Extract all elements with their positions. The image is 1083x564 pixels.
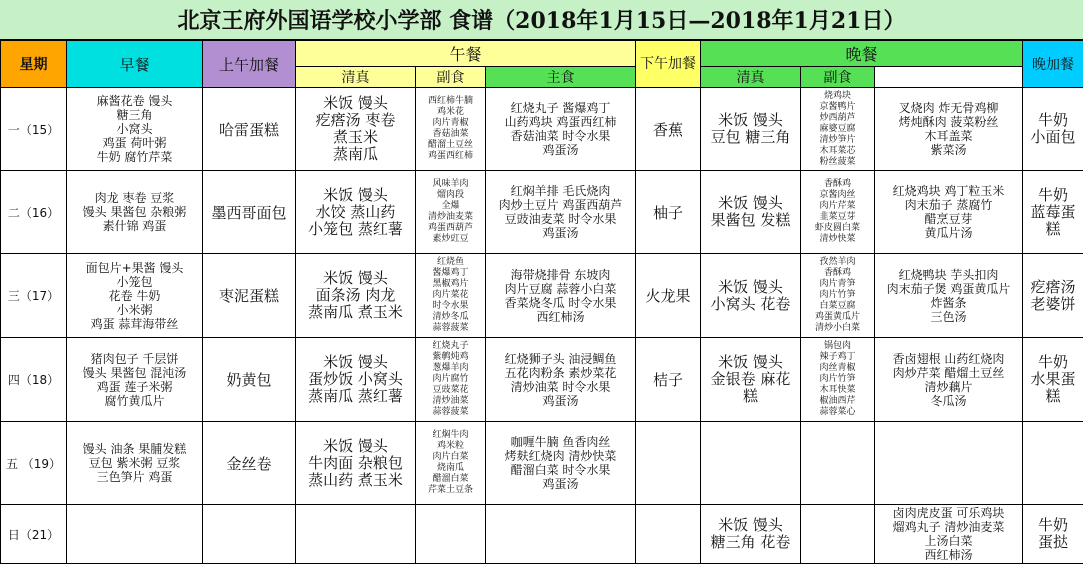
- menu-item-line: 清炒快菜: [801, 234, 874, 245]
- menu-item-line: 紫菜汤: [875, 143, 1022, 157]
- menu-item-line: 清炒油菜: [416, 396, 485, 407]
- dinner-main-cell: [701, 254, 801, 338]
- menu-item-line: 孜然羊肉: [801, 257, 874, 268]
- menu-item-line: 椒油西芹: [801, 396, 874, 407]
- header-row: [1, 41, 1083, 67]
- dinner-main-cell: [701, 88, 801, 171]
- menu-item-line: 三色笋片 鸡蛋: [67, 470, 202, 484]
- menu-item-line: 馒头 油条 果脯发糕: [67, 442, 202, 456]
- menu-item-line: 红焖羊排 毛氏烧肉: [486, 184, 635, 198]
- menu-item-line: 红烧丸子: [416, 341, 485, 352]
- menu-item-line: 上汤白菜: [875, 534, 1022, 548]
- lunch-side-cell: [486, 171, 636, 254]
- menu-item-line: 肉片竹笋: [801, 290, 874, 301]
- menu-row: [1, 505, 1083, 564]
- menu-item-line: 红烧鸡块 鸡丁粒玉米: [875, 184, 1022, 198]
- menu-item-line: 肉末茄子 蒸腐竹: [875, 198, 1022, 212]
- menu-item-line: 蒸山药 煮玉米: [296, 472, 415, 489]
- menu-item-line: 鸡蛋汤: [486, 394, 635, 408]
- lunch-side-cell: [486, 254, 636, 338]
- breakfast-cell: [67, 254, 203, 338]
- menu-row: [1, 422, 1083, 505]
- breakfast-cell: [67, 422, 203, 505]
- menu-item-line: 豆包 紫米粥 豆浆: [67, 456, 202, 470]
- menu-item-line: 鸡蛋黄瓜片: [801, 312, 874, 323]
- dinner-halal-cell: [801, 88, 875, 171]
- day-cell: 日（21）: [1, 505, 67, 564]
- late-snack-cell: [1023, 422, 1083, 505]
- lunch-halal-cell: [416, 171, 486, 254]
- late-snack-cell: [1023, 254, 1083, 338]
- menu-item-line: 豆包 糖三角: [701, 129, 800, 146]
- menu-item-line: 烤炖酥肉 菠菜粉丝: [875, 115, 1022, 129]
- menu-item-line: 金银卷 麻花: [701, 371, 800, 388]
- menu-item-line: 牛奶 腐竹芹菜: [67, 150, 202, 164]
- am-snack-cell: 哈雷蛋糕: [203, 88, 296, 171]
- lunch-main-cell: [296, 254, 416, 338]
- menu-item-line: 红烧丸子 酱爆鸡丁: [486, 101, 635, 115]
- menu-item-line: 炸酱条: [875, 296, 1022, 310]
- menu-item-line: 红焖牛肉: [416, 430, 485, 441]
- am-snack-cell: 墨西哥面包: [203, 171, 296, 254]
- menu-item-line: 香卤翅根 山药红烧肉: [875, 352, 1022, 366]
- menu-item-line: 香菇油菜: [416, 129, 485, 140]
- menu-item-line: 葱爆羊肉: [416, 363, 485, 374]
- menu-item-line: 蛋挞: [1023, 534, 1083, 551]
- menu-item-line: 豆豉菜花: [416, 385, 485, 396]
- menu-item-line: 小笼包: [67, 275, 202, 289]
- menu-item-line: 肉片竹笋: [801, 374, 874, 385]
- late-snack-cell: [1023, 505, 1083, 564]
- menu-item-line: 烧鸡块: [801, 91, 874, 102]
- lunch-side-cell: [486, 422, 636, 505]
- menu-item-line: 肉片豆腐 蒜蓉小白菜: [486, 282, 635, 296]
- page-title: 北京王府外国语学校小学部 食谱（2018年1月15日—2018年1月21日）: [0, 0, 1083, 40]
- menu-item-line: 牛奶: [1023, 354, 1083, 371]
- menu-item-line: 虾皮圆白菜: [801, 223, 874, 234]
- menu-item-line: 小米粥: [67, 303, 202, 317]
- menu-item-line: 醋溜白菜 时令水果: [486, 463, 635, 477]
- menu-item-line: 鸡蛋汤: [486, 143, 635, 157]
- menu-item-line: 小窝头 花卷: [701, 296, 800, 313]
- menu-item-line: 水果蛋: [1023, 371, 1083, 388]
- menu-item-line: 西红柿牛腩: [416, 96, 485, 107]
- menu-item-line: 芹菜土豆条: [416, 485, 485, 496]
- menu-item-line: 五花肉粉条 素炒菜花: [486, 366, 635, 380]
- day-cell: 一（15）: [1, 88, 67, 171]
- menu-item-line: 木耳菜芯: [801, 146, 874, 157]
- menu-item-line: 米饭 馒头: [296, 187, 415, 204]
- menu-item-line: 肉片青椒: [416, 118, 485, 129]
- menu-item-line: 肉片菜花: [416, 290, 485, 301]
- menu-item-line: 肉丝青椒: [801, 363, 874, 374]
- menu-item-line: 糕: [1023, 221, 1083, 238]
- menu-item-line: 牛奶: [1023, 112, 1083, 129]
- lunch-side-cell: [486, 338, 636, 422]
- late-snack-cell: [1023, 338, 1083, 422]
- menu-item-line: 猪肉包子 千层饼: [67, 352, 202, 366]
- menu-item-line: 鸡蛋汤: [486, 226, 635, 240]
- menu-item-line: 肉片腐竹: [416, 374, 485, 385]
- menu-item-line: 麻酱花卷 馒头: [67, 94, 202, 108]
- menu-row: [1, 88, 1083, 171]
- menu-item-line: 醋溜土豆丝: [416, 140, 485, 151]
- menu-item-line: 清炒油麦菜: [416, 212, 485, 223]
- dinner-halal-cell: [801, 505, 875, 564]
- menu-item-line: 老婆饼: [1023, 296, 1083, 313]
- menu-item-line: 米饭 馒头: [701, 112, 800, 129]
- menu-item-line: 米饭 馒头: [296, 438, 415, 455]
- lunch-side-cell: [486, 505, 636, 564]
- menu-item-line: 鸡蛋 莲子米粥: [67, 380, 202, 394]
- dinner-main-cell: [701, 338, 801, 422]
- lunch-halal-cell: [416, 338, 486, 422]
- dinner-side-cell: [875, 338, 1023, 422]
- menu-item-line: 肉末茄子煲 鸡蛋黄瓜片: [875, 282, 1022, 296]
- menu-item-line: 烤麸红烧肉 清炒快菜: [486, 449, 635, 463]
- am-snack-cell: 奶黄包: [203, 338, 296, 422]
- menu-item-line: 黑椒鸡片: [416, 279, 485, 290]
- breakfast-cell: [67, 338, 203, 422]
- lunch-main-cell: [296, 505, 416, 564]
- header-late-snack: 晚加餐: [1023, 41, 1083, 88]
- menu-row: [1, 171, 1083, 254]
- menu-item-line: 清炒笋片: [801, 135, 874, 146]
- menu-item-line: 牛奶: [1023, 187, 1083, 204]
- pm-snack-cell: 桔子: [636, 338, 701, 422]
- menu-item-line: 鸡蛋汤: [486, 477, 635, 491]
- header-dinner-side: 副食: [801, 67, 875, 88]
- menu-item-line: 时令水果: [416, 301, 485, 312]
- header-day: 星期: [1, 41, 67, 88]
- menu-item-line: 米饭 馒头: [296, 270, 415, 287]
- menu-item-line: 肉片青笋: [801, 279, 874, 290]
- menu-item-line: 冬瓜汤: [875, 394, 1022, 408]
- menu-item-line: 鸡蛋 荷叶粥: [67, 136, 202, 150]
- menu-item-line: 卤肉虎皮蛋 可乐鸡块: [875, 506, 1022, 520]
- header-am-snack: 上午加餐: [203, 41, 296, 88]
- menu-item-line: 咖喱牛腩 鱼香肉丝: [486, 435, 635, 449]
- menu-item-line: 清炒藕片: [875, 380, 1022, 394]
- menu-item-line: 蒸南瓜: [296, 146, 415, 163]
- dinner-halal-cell: [801, 422, 875, 505]
- menu-item-line: 香菜烧冬瓜 时令水果: [486, 296, 635, 310]
- day-cell: 三（17）: [1, 254, 67, 338]
- breakfast-cell: [67, 171, 203, 254]
- menu-item-line: 辣子鸡丁: [801, 352, 874, 363]
- menu-item-line: 鸡蛋西红柿: [416, 151, 485, 162]
- lunch-main-cell: [296, 422, 416, 505]
- menu-item-line: 蓝莓蛋: [1023, 204, 1083, 221]
- lunch-halal-cell: [416, 505, 486, 564]
- menu-item-line: 蛋炒饭 小窝头: [296, 371, 415, 388]
- menu-item-line: 全爆: [416, 201, 485, 212]
- menu-item-line: 米饭 馒头: [701, 354, 800, 371]
- menu-item-line: 米饭 馒头: [701, 195, 800, 212]
- menu-item-line: 糕: [1023, 388, 1083, 405]
- lunch-main-cell: [296, 88, 416, 171]
- pm-snack-cell: 火龙果: [636, 254, 701, 338]
- header-lunch-side: 副食: [416, 67, 486, 88]
- menu-item-line: 肉炒土豆片 鸡蛋西葫芦: [486, 198, 635, 212]
- pm-snack-cell: [636, 505, 701, 564]
- menu-item-line: 牛肉面 杂粮包: [296, 455, 415, 472]
- menu-item-line: 木耳盖菜: [875, 129, 1022, 143]
- menu-item-line: 粉丝菠菜: [801, 157, 874, 168]
- menu-item-line: 小窝头: [67, 122, 202, 136]
- dinner-side-cell: [875, 422, 1023, 505]
- menu-item-line: 牛奶: [1023, 517, 1083, 534]
- menu-item-line: 麻婆豆腐: [801, 124, 874, 135]
- dinner-main-cell: [701, 505, 801, 564]
- menu-item-line: 炒西葫芦: [801, 113, 874, 124]
- day-cell: 四（18）: [1, 338, 67, 422]
- menu-item-line: 西红柿汤: [875, 548, 1022, 562]
- menu-item-line: 糖三角: [67, 108, 202, 122]
- menu-item-line: 香菇油菜 时令水果: [486, 129, 635, 143]
- dinner-side-cell: [875, 505, 1023, 564]
- menu-item-line: 三色汤: [875, 310, 1022, 324]
- menu-item-line: 清炒油菜 时令水果: [486, 380, 635, 394]
- menu-item-line: 馒头 果酱包 杂粮粥: [67, 205, 202, 219]
- menu-item-line: 木耳快菜: [801, 385, 874, 396]
- menu-item-line: 韭菜豆芽: [801, 212, 874, 223]
- menu-item-line: 京酱肉丝: [801, 190, 874, 201]
- menu-item-line: 豆豉油麦菜 时令水果: [486, 212, 635, 226]
- menu-item-line: 熘肉段: [416, 190, 485, 201]
- menu-item-line: 素什锦 鸡蛋: [67, 219, 202, 233]
- menu-item-line: 西红柿汤: [486, 310, 635, 324]
- menu-item-line: 肉炒芹菜 醋熘土豆丝: [875, 366, 1022, 380]
- menu-item-line: 小笼包 蒸红薯: [296, 221, 415, 238]
- lunch-main-cell: [296, 338, 416, 422]
- pm-snack-cell: [636, 422, 701, 505]
- menu-item-line: 蒜蓉菜心: [801, 407, 874, 418]
- menu-item-line: 肉龙 枣卷 豆浆: [67, 191, 202, 205]
- menu-item-line: 肉片白菜: [416, 452, 485, 463]
- late-snack-cell: [1023, 171, 1083, 254]
- menu-item-line: 水饺 蒸山药: [296, 204, 415, 221]
- menu-item-line: 清炒小白菜: [801, 323, 874, 334]
- lunch-halal-cell: [416, 422, 486, 505]
- header-pm-snack: 下午加餐: [636, 41, 701, 88]
- menu-item-line: 红烧狮子头 油浸鲷鱼: [486, 352, 635, 366]
- menu-item-line: 醋溜白菜: [416, 474, 485, 485]
- dinner-main-cell: [701, 171, 801, 254]
- pm-snack-cell: 柚子: [636, 171, 701, 254]
- menu-item-line: 烧南瓜: [416, 463, 485, 474]
- menu-item-line: 红烧鸭块 芋头扣肉: [875, 268, 1022, 282]
- menu-item-line: 糖三角 花卷: [701, 534, 800, 551]
- lunch-side-cell: [486, 88, 636, 171]
- menu-item-line: 煮玉米: [296, 129, 415, 146]
- menu-item-line: 熘鸡丸子 清炒油麦菜: [875, 520, 1022, 534]
- dinner-side-cell: [875, 88, 1023, 171]
- menu-item-line: 风味羊肉: [416, 179, 485, 190]
- menu-row: [1, 254, 1083, 338]
- header-dinner-halal: 清真: [701, 67, 801, 88]
- header-breakfast: 早餐: [67, 41, 203, 88]
- menu-item-line: 黄瓜片汤: [875, 226, 1022, 240]
- menu-item-line: 面条汤 肉龙: [296, 287, 415, 304]
- lunch-halal-cell: [416, 254, 486, 338]
- menu-item-line: 蒜蓉菠菜: [416, 323, 485, 334]
- menu-item-line: 疙瘩汤: [1023, 279, 1083, 296]
- breakfast-cell: [67, 505, 203, 564]
- menu-item-line: 海带烧排骨 东坡肉: [486, 268, 635, 282]
- dinner-halal-cell: [801, 338, 875, 422]
- day-cell: 二（16）: [1, 171, 67, 254]
- header-lunch: 午餐: [296, 41, 636, 67]
- menu-item-line: 糕: [701, 388, 800, 405]
- menu-table: [0, 40, 1083, 564]
- late-snack-cell: [1023, 88, 1083, 171]
- menu-item-line: 锅包肉: [801, 341, 874, 352]
- menu-item-line: 腐竹黄瓜片: [67, 394, 202, 408]
- menu-item-line: 果酱包 发糕: [701, 212, 800, 229]
- header-dinner: 晚餐: [701, 41, 1023, 67]
- header-dinner-main: 主食: [486, 67, 636, 88]
- menu-row: [1, 338, 1083, 422]
- header-lunch-halal: 清真: [296, 67, 416, 88]
- am-snack-cell: 枣泥蛋糕: [203, 254, 296, 338]
- menu-item-line: 酱爆鸡丁: [416, 268, 485, 279]
- menu-item-line: 面包片+果酱 馒头: [67, 261, 202, 275]
- menu-item-line: 红烧鱼: [416, 257, 485, 268]
- menu-item-line: 京酱鸭片: [801, 102, 874, 113]
- day-cell: 五 （19）: [1, 422, 67, 505]
- am-snack-cell: [203, 505, 296, 564]
- menu-item-line: 鸡蛋西葫芦: [416, 223, 485, 234]
- dinner-main-cell: [701, 422, 801, 505]
- dinner-halal-cell: [801, 254, 875, 338]
- menu-item-line: 清炒冬瓜: [416, 312, 485, 323]
- menu-item-line: 花卷 牛奶: [67, 289, 202, 303]
- menu-item-line: 米饭 馒头: [296, 95, 415, 112]
- menu-item-line: 疙瘩汤 枣卷: [296, 112, 415, 129]
- menu-item-line: 馒头 果酱包 混沌汤: [67, 366, 202, 380]
- dinner-halal-cell: [801, 171, 875, 254]
- dinner-side-cell: [875, 254, 1023, 338]
- lunch-halal-cell: [416, 88, 486, 171]
- menu-item-line: 米饭 馒头: [701, 517, 800, 534]
- menu-item-line: 蒸南瓜 蒸红薯: [296, 388, 415, 405]
- lunch-main-cell: [296, 171, 416, 254]
- dinner-side-cell: [875, 171, 1023, 254]
- menu-item-line: 山药鸡块 鸡蛋西红柿: [486, 115, 635, 129]
- menu-item-line: 白菜豆腐: [801, 301, 874, 312]
- menu-item-line: 蒜蓉菠菜: [416, 407, 485, 418]
- menu-item-line: 叉烧肉 炸无骨鸡柳: [875, 101, 1022, 115]
- menu-item-line: 醋烹豆芽: [875, 212, 1022, 226]
- breakfast-cell: [67, 88, 203, 171]
- am-snack-cell: 金丝卷: [203, 422, 296, 505]
- menu-item-line: 香酥鸡: [801, 268, 874, 279]
- menu-item-line: 蒸南瓜 煮玉米: [296, 304, 415, 321]
- menu-item-line: 米饭 馒头: [701, 279, 800, 296]
- menu-item-line: 米饭 馒头: [296, 354, 415, 371]
- menu-item-line: 香酥鸡: [801, 179, 874, 190]
- menu-item-line: 素炒豇豆: [416, 234, 485, 245]
- pm-snack-cell: 香蕉: [636, 88, 701, 171]
- menu-item-line: 小面包: [1023, 129, 1083, 146]
- menu-item-line: 鸡米花: [416, 107, 485, 118]
- menu-item-line: 紫鹌炖鸡: [416, 352, 485, 363]
- menu-item-line: 鸡米粒: [416, 441, 485, 452]
- menu-item-line: 鸡蛋 蒜茸海带丝: [67, 317, 202, 331]
- menu-item-line: 肉片芹菜: [801, 201, 874, 212]
